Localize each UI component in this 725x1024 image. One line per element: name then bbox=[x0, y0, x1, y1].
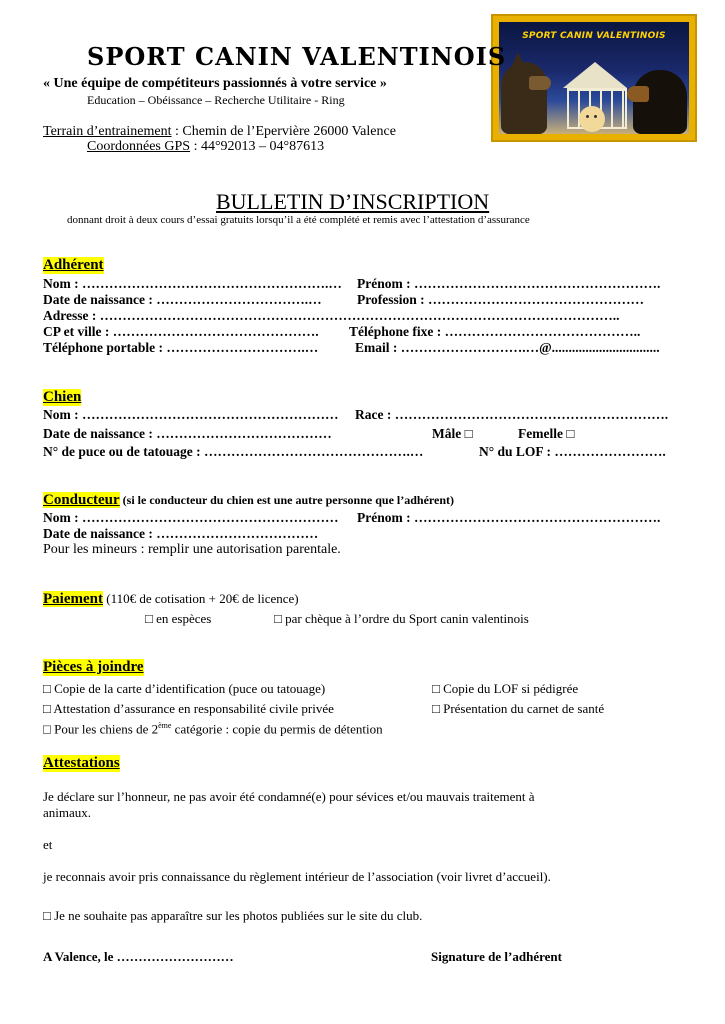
paiement-detail: (110€ de cotisation + 20€ de licence) bbox=[102, 591, 299, 606]
adherent-address-field[interactable]: Adresse : …………………………………………………………………………………………………….. bbox=[43, 308, 620, 323]
doc-category-prefix: □ Pour les chiens de 2 bbox=[43, 721, 159, 737]
training-ground-value: : Chemin de l’Epervière 26000 Valence bbox=[171, 124, 396, 139]
dog-male-checkbox[interactable]: Mâle □ bbox=[432, 426, 473, 441]
section-adherent-heading: Adhérent bbox=[43, 257, 104, 273]
place-date-field[interactable]: A Valence, le ……………………… bbox=[43, 949, 234, 964]
club-logo bbox=[491, 14, 697, 142]
attestation-rules: je reconnais avoir pris connaissance du règlement intérieur de l’association (voir livret d’accueil). bbox=[43, 869, 551, 884]
section-conducteur-heading bbox=[43, 491, 454, 509]
doc-id-card-checkbox[interactable]: □ Copie de la carte d’identification (puce ou tatouage) bbox=[43, 681, 326, 696]
minors-note: Pour les mineurs : remplir une autorisation parentale. bbox=[43, 542, 341, 557]
attestation-line-2: animaux. bbox=[43, 805, 92, 820]
dog-chip-field[interactable]: N° de puce ou de tatouage : ……………………………………….… bbox=[43, 444, 424, 459]
adherent-email-field[interactable]: Email : ……………………….…@................................ bbox=[355, 340, 660, 355]
doc-category-suffix: catégorie : copie du permis de détention bbox=[171, 721, 383, 737]
dog-name-field[interactable]: Nom : ………………………………………………… bbox=[43, 407, 339, 422]
gps-label: Coordonnées GPS bbox=[87, 139, 191, 154]
shepherd-dog-image bbox=[501, 62, 547, 134]
driver-birthdate-field[interactable]: Date de naissance : ……………………………… bbox=[43, 526, 319, 541]
photos-optout-checkbox[interactable]: □ Je ne souhaite pas apparaître sur les photos publiées sur le site du club. bbox=[43, 908, 423, 923]
adherent-profession-field[interactable]: Profession : ………………………………………… bbox=[357, 292, 644, 307]
doc-health-book-checkbox[interactable]: □ Présentation du carnet de santé bbox=[432, 701, 605, 716]
adherent-cp-city-field[interactable]: CP et ville : ………………………………………. bbox=[43, 324, 319, 339]
training-ground bbox=[43, 124, 396, 140]
dog-breed-field[interactable]: Race : ……………………………………………………. bbox=[355, 407, 669, 422]
dog-female-checkbox[interactable]: Femelle □ bbox=[518, 426, 575, 441]
club-name: SPORT CANIN VALENTINOIS bbox=[87, 42, 507, 71]
attestation-line-1: Je déclare sur l’honneur, ne pas avoir été condamné(e) pour sévices et/ou mauvais traitement à bbox=[43, 789, 535, 804]
driver-firstname-field[interactable]: Prénom : ………………………………………………. bbox=[357, 510, 661, 525]
logo-text: SPORT CANIN VALENTINOIS bbox=[522, 31, 666, 41]
puppy-image bbox=[579, 106, 605, 132]
payment-cash-checkbox[interactable]: □ en espèces bbox=[145, 611, 212, 626]
payment-cheque-checkbox[interactable]: □ par chèque à l’ordre du Sport canin valentinois bbox=[274, 611, 529, 626]
disciplines: Education – Obéissance – Recherche Utilitaire - Ring bbox=[87, 93, 345, 107]
doc-category-permit-checkbox[interactable] bbox=[43, 721, 383, 737]
section-attestations-heading: Attestations bbox=[43, 755, 120, 771]
attestation-et: et bbox=[43, 837, 53, 852]
paiement-heading-label: Paiement bbox=[43, 591, 103, 607]
driver-name-field[interactable]: Nom : ………………………………………………… bbox=[43, 510, 339, 525]
adherent-birthdate-field[interactable]: Date de naissance : …………………………….… bbox=[43, 292, 322, 307]
section-pieces-heading: Pièces à joindre bbox=[43, 659, 144, 675]
adherent-landline-field[interactable]: Téléphone fixe : …………………………………….. bbox=[349, 324, 641, 339]
signature-label: Signature de l’adhérent bbox=[431, 949, 562, 964]
adherent-mobile-field[interactable]: Téléphone portable : ………………………….… bbox=[43, 340, 319, 355]
doc-category-sup: ème bbox=[158, 721, 172, 730]
form-title: BULLETIN D’INSCRIPTION bbox=[216, 189, 490, 214]
adherent-nom-field[interactable]: Nom : ……………………………………………….… bbox=[43, 276, 342, 291]
logo-scene-image bbox=[499, 22, 689, 134]
adherent-prenom-field[interactable]: Prénom : ………………………………………………. bbox=[357, 276, 661, 291]
dog-lof-field[interactable]: N° du LOF : ……………………. bbox=[479, 444, 666, 459]
conducteur-note: (si le conducteur du chien est une autre personne que l’adhérent) bbox=[119, 493, 455, 507]
training-ground-label: Terrain d’entrainement bbox=[43, 124, 172, 139]
gps-coordinates bbox=[87, 139, 324, 155]
doc-lof-checkbox[interactable]: □ Copie du LOF si pédigrée bbox=[432, 681, 579, 696]
pavilion-roof bbox=[563, 62, 627, 88]
dog-birthdate-field[interactable]: Date de naissance : ………………………………… bbox=[43, 426, 332, 441]
club-tagline: « Une équipe de compétiteurs passionnés à votre service » bbox=[43, 76, 387, 91]
section-chien-heading: Chien bbox=[43, 389, 82, 405]
rottweiler-dog-image bbox=[633, 70, 687, 134]
form-subtitle: donnant droit à deux cours d’essai gratuits lorsqu’il a été complété et remis avec l’attestation d’assurance bbox=[67, 214, 530, 226]
section-paiement-heading bbox=[43, 590, 299, 608]
conducteur-heading-label: Conducteur bbox=[43, 492, 120, 508]
gps-value: : 44°92013 – 04°87613 bbox=[190, 139, 325, 154]
doc-insurance-checkbox[interactable]: □ Attestation d’assurance en responsabilité civile privée bbox=[43, 701, 334, 716]
